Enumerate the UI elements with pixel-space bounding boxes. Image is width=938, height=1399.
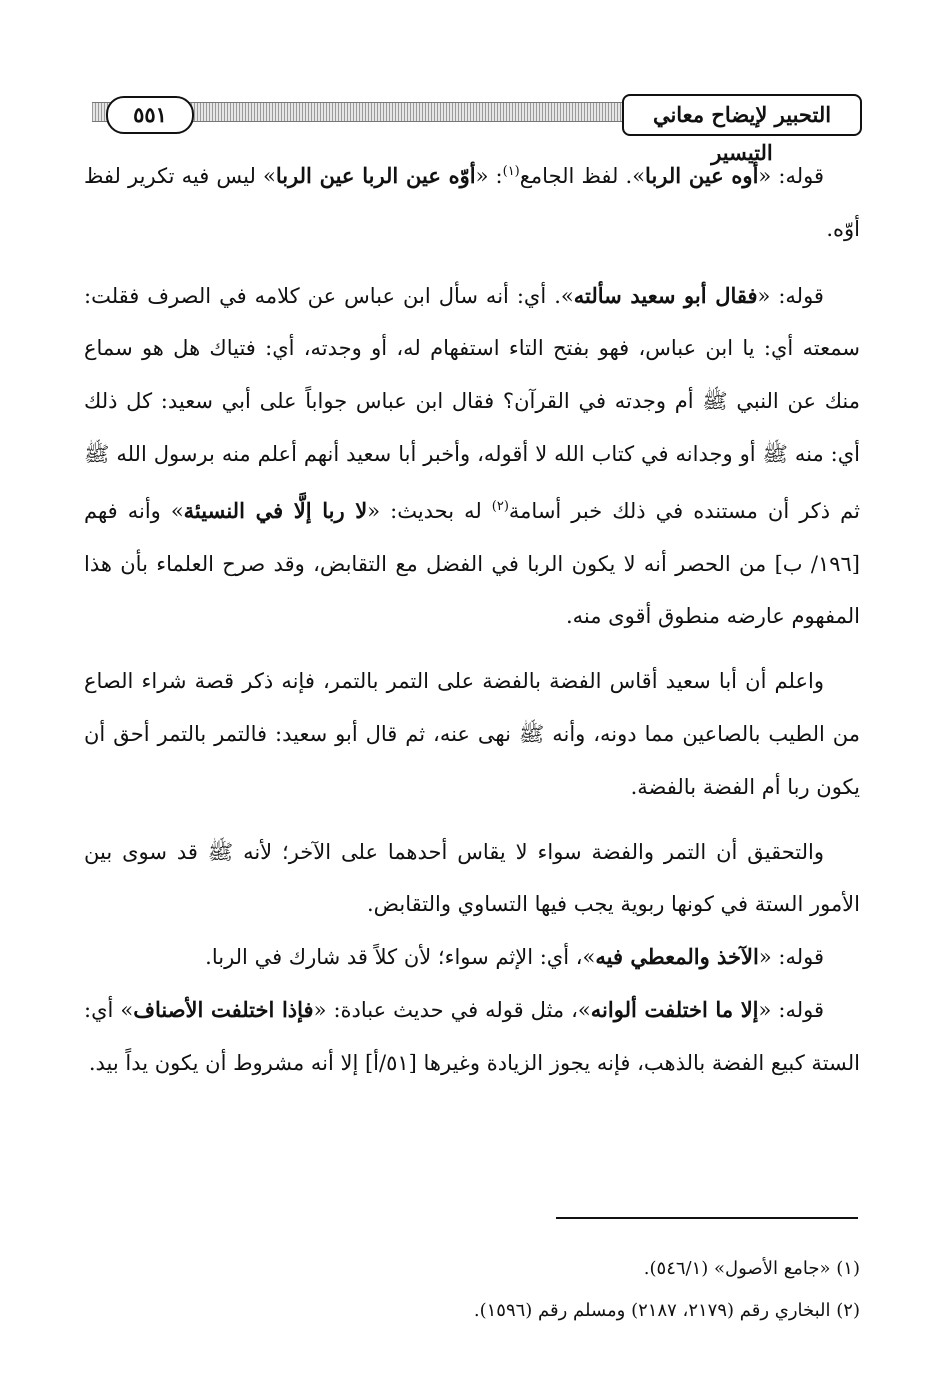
paragraph-2 — [84, 270, 860, 644]
main-text — [84, 146, 860, 1090]
text-run: قوله: « — [758, 164, 824, 188]
quoted-phrase: فإذا اختلفت الأصناف — [133, 996, 314, 1022]
quoted-phrase: إلا ما اختلفت ألوانه — [590, 996, 759, 1022]
text-run: » أي: الستة كبيع الفضة بالذهب، فإنه يجوز الزيادة وغيرها [٥١/أ] إلا أنه مشروط أن يكون يداً بيد. — [84, 997, 860, 1075]
book-title: التحبير لإيضاح معاني التيسير — [622, 94, 862, 136]
page-number: ٥٥١ — [106, 96, 194, 134]
text-run: له بحديث: « — [367, 498, 492, 523]
paragraph-6 — [84, 984, 860, 1090]
paragraph-5 — [84, 931, 860, 984]
footnotes — [84, 1250, 860, 1334]
quoted-phrase: الآخذ والمعطي فيه — [595, 944, 759, 970]
running-header — [92, 88, 862, 165]
paragraph-4: والتحقيق أن التمر والفضة سواء لا يقاس أحدهما على الآخر؛ لأنه ﷺ قد سوى بين الأمور الستة في كونها ربوية يجب فيها التساوي والتقابض. — [84, 839, 860, 917]
text-run: » ليس فيه تكرير لفظ أوّه. — [84, 164, 860, 241]
footnote-2: (٢) البخاري رقم (٢١٧٩، ٢١٨٧) ومسلم رقم (١٥٩٦). — [473, 1300, 860, 1321]
text-run: »، أي: الإثم سواء؛ لأن كلاً قد شارك في الربا. — [205, 945, 596, 970]
paragraph-1 — [84, 146, 860, 256]
footnote-marker: (١) — [502, 164, 520, 179]
text-run: : « — [475, 164, 503, 188]
footnote-marker: (٢) — [491, 498, 509, 514]
quoted-phrase: أوّه عين الربا عين الربا — [275, 163, 476, 188]
paragraph-3: واعلم أن أبا سعيد أقاس الفضة بالفضة على التمر بالتمر، فإنه ذكر قصة شراء الصاع من الطيب بالصاعين مما دونه، وأنه ﷺ نهى عنه، ثم قال أبو سعيد: فالتمر بالتمر أحق أن يكون ربا أم الفضة بالفضة. — [84, 669, 860, 799]
quoted-phrase: لا ربا إلَّا في النسيئة — [183, 497, 368, 523]
footnote-1: (١) «جامع الأصول» (٥٤٦/١). — [643, 1258, 860, 1279]
text-run: »، مثل قوله في حديث عبادة: « — [313, 997, 591, 1022]
footnote-separator — [556, 1217, 858, 1219]
text-run: قوله: « — [758, 945, 824, 970]
text-run: قوله: « — [757, 283, 824, 308]
text-run: ». أي: أنه سأل ابن عباس عن كلامه في الصرف فقلت: سمعته أي: يا ابن عباس، فهو بفتح التاء استفهام له، أو وجدته، أي: فتياك هل هو سماع منك عن النبي ﷺ أم وجدته في القرآن؟ فقال ابن عباس جواباً على أبي سعيد: كل ذلك أي: منه ﷺ أو وجدانه في كتاب الله لا أقوله، وأخبر أبا سعيد أنهم أعلم منه برسول الله ﷺ ثم ذكر أن مستنده في ذلك خبر أسامة — [84, 283, 860, 523]
text-run: ». لفظ الجامع — [519, 164, 646, 188]
quoted-phrase: فقال أبو سعيد سألته — [573, 282, 758, 308]
text-run: قوله: « — [758, 997, 824, 1022]
quoted-phrase: أوه عين الربا — [645, 163, 759, 188]
text-run: » وأنه فهم [١٩٦/ ب] من الحصر أنه لا يكون الربا في الفضل مع التقابض، وقد صرح العلماء بأن هذا المفهوم عارضه منطوق أقوى منه. — [84, 498, 860, 629]
